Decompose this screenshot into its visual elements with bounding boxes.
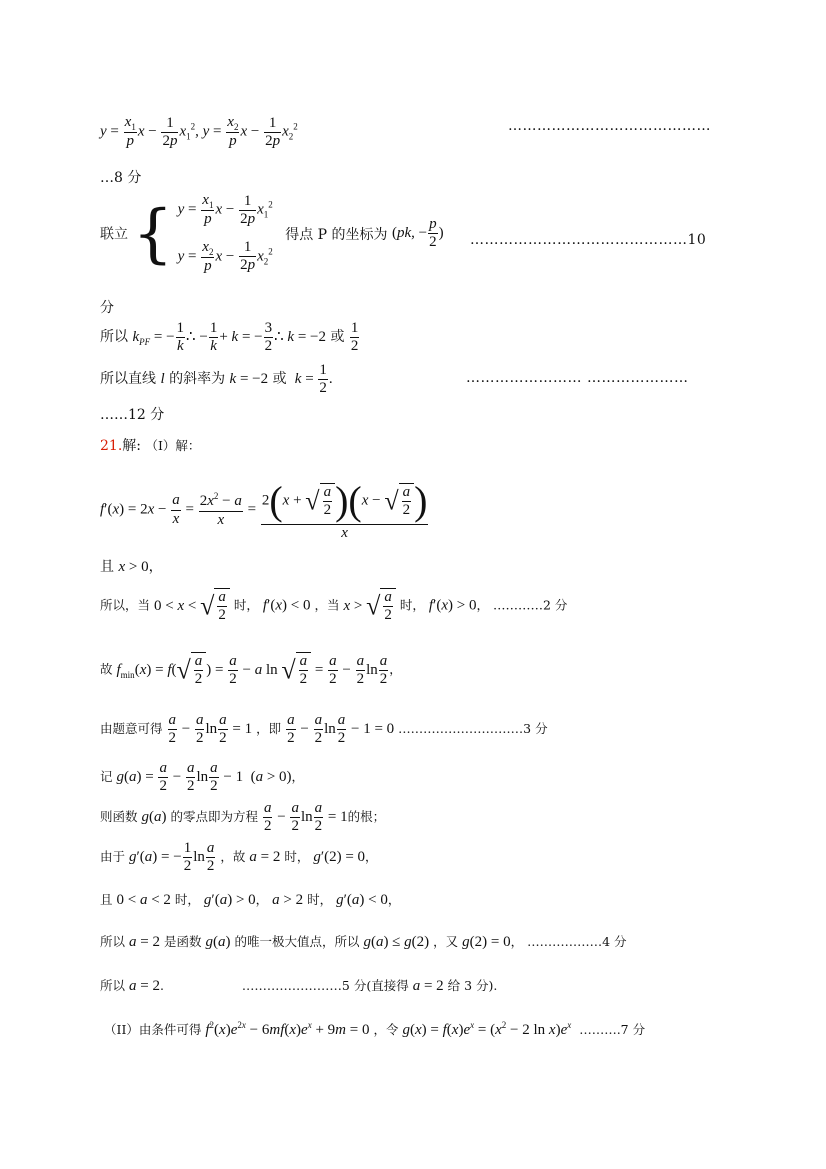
score-dots-10: ………………………………………10 [470,232,707,248]
label-lianli: 联立 [100,226,128,243]
score-12: ……12 分 [100,407,165,423]
condition-equation: 由题意可得 $\frac{a}{2}$ − $\frac{a}{2}$ ln $\frac{a}{2}$ = 1 ，即 $\frac{a}{2}$ − $\frac{a}{2}$ ln $\frac{a}{2}$ − 1 = 0 …………………………3 分 [100,712,548,747]
part-two: （II）由条件可得 $f^2(x)e^{2x} - 6mf(x)e^x + 9m = 0$ ，令 $g(x) = f(x)e^x = (x^2 - 2$ $\ln x)e^x$ ……….7 分 [104,1020,646,1038]
slope-conclusion: 所以直线 l 的斜率为 k = −2 或 k = $\frac{1}{2}$ . [100,362,333,397]
label-point-p: 得点 P 的坐标为 [285,226,388,243]
domain-condition: 且 x > 0， [100,559,163,575]
system-equations: 联立 { y = $\frac{x_1}{p}$ x − $\frac{1}{2p}$ $x_1^2$ y = $\frac{x_2}{p}$ x − $\frac{1}{2p}$ $x_2^2$ 得点 P 的坐标为 (pk, − $\frac{p}{2}$ ) [100,192,444,274]
monotonicity: 所以，当 0 < x < √ $\frac{a}{2}$ 时， f′(x) < 0 ，当 x > √ $\frac{a}{2}$ 时， f′(x) > 0， …………2 分 [100,589,568,624]
score-dots-12: …………………… ………………… [466,370,689,386]
define-g: 记 g(a) = $\frac{a}{2}$ − $\frac{a}{2}$ ln $\frac{a}{2}$ − 1 (a > 0)， [100,760,305,795]
question-number: 21. [100,438,123,454]
max-point: 所以 a = 2 是函数 g(a) 的唯一极大值点，所以 g(a) ≤ g(2) ，又 g(2) = 0， ………………4 分 [100,934,627,950]
slope-equation: 所以 $k_{PF}$ = − $\frac{1}{k}$ ∴ − $\frac{1}{k}$ + k = − $\frac{3}{2}$ ∴ k = −2 或 $\frac{1}{2}$ [100,320,359,355]
score-8: …8 分 [100,170,142,186]
minimum-value: 故 $f_{min}(x) = f(√$ $\frac{a}{2}$ ) = $\frac{a}{2}$ − a ln √ $\frac{a}{2}$ = $\frac{a}{2}$ − $\frac{a}{2}$ ln $\frac{a}{2}$ ， [100,652,402,688]
g-sign: 且 0 < a < 2 时， g′(a) > 0， a > 2 时， g′(a) < 0， [100,892,401,908]
equation-tangent-lines: y = $\frac{x_1}{p}$ x − $\frac{1}{2p}$ $x_1^2$, y = $\frac{x_2}{p}$ x − $\frac{1}{2p}$ $x_2^2$ [100,114,298,150]
zeros-statement: 则函数 g(a) 的零点即为方程 $\frac{a}{2}$ − $\frac{a}{2}$ ln $\frac{a}{2}$ = 1的根； [100,800,386,835]
g-derivative: 由于 g′(a) = − $\frac{1}{2}$ ln $\frac{a}{2}$ ，故 a = 2 时， g′(2) = 0， [100,840,378,875]
answer-a: 所以 a = 2. ……………………5 分(直接得 a = 2 给 3 分). [100,978,498,994]
fen-label: 分 [100,300,114,316]
derivative-equation: f′(x) = 2x − $\frac{a}{x}$ = $\frac{2x^2 - a}{x}$ = 2(x + √ $\frac{a}{2}$ )(x − √ $\frac{a}{2}$ ) x [100,478,428,541]
score-dots: …………………………………… [508,118,711,134]
question-21-header: 21.解: （Ⅰ）解： [100,438,201,454]
